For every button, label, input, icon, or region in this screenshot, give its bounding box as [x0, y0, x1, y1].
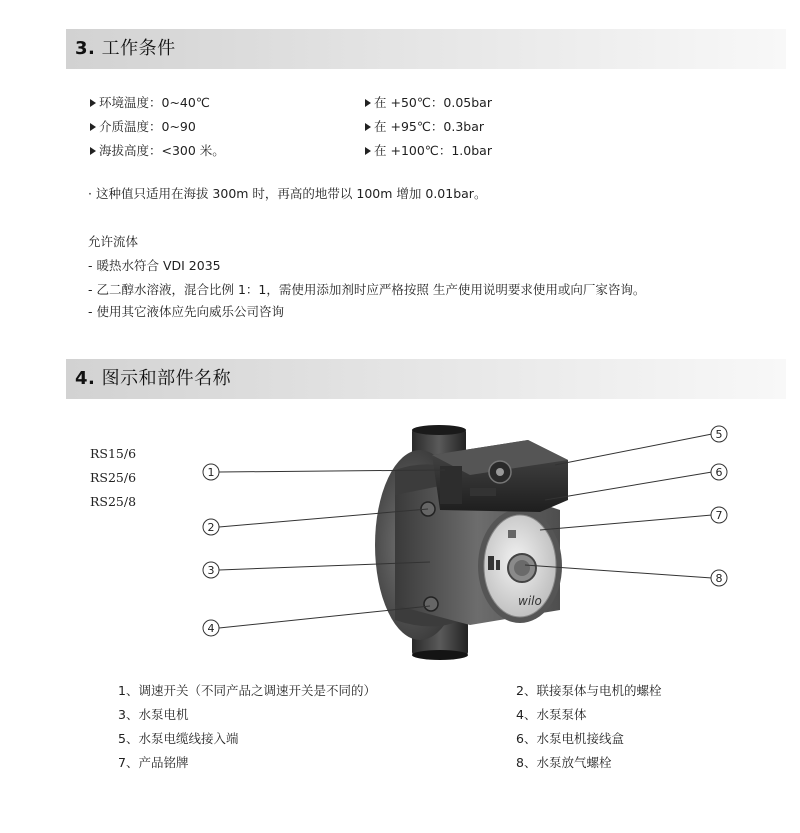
condition-left-2: 介质温度：0~90 — [90, 119, 196, 135]
fluid-item-1: - 暖热水符合 VDI 2035 — [88, 258, 221, 273]
model-label-3: RS25/8 — [90, 494, 137, 509]
callout-2 — [203, 519, 219, 535]
part-item-6: 6、水泵电机接线盒 — [516, 731, 624, 746]
fluids-heading: 允许流体 — [88, 234, 139, 249]
callout-7 — [711, 507, 727, 523]
altitude-note: · 这种值只适用在海拔 300m 时，再高的地带以 100m 增加 0.01bar。 — [88, 186, 487, 201]
condition-right-2: 在 +95℃：0.3bar — [365, 119, 484, 135]
part-item-5: 5、水泵电缆线接入端 — [118, 731, 239, 746]
section-4-title-text: 图示和部件名称 — [101, 368, 232, 389]
part-item-8: 8、水泵放气螺栓 — [516, 755, 612, 770]
fluid-item-3: - 使用其它液体应先向威乐公司咨询 — [88, 304, 284, 319]
svg-text:4: 4 — [207, 622, 215, 635]
part-item-2: 2、联接泵体与电机的螺栓 — [516, 683, 662, 698]
part-item-3: 3、水泵电机 — [118, 707, 189, 722]
callout-1 — [203, 464, 219, 480]
section-4-number: 4. — [75, 368, 96, 389]
svg-text:1: 1 — [207, 466, 215, 479]
callout-5 — [711, 426, 727, 442]
callout-6 — [711, 464, 727, 480]
part-item-7: 7、产品铭牌 — [118, 755, 189, 770]
section-3-number: 3. — [75, 38, 96, 59]
section-3-title-text: 工作条件 — [101, 38, 176, 59]
part-item-4: 4、水泵泵体 — [516, 707, 587, 722]
model-label-2: RS25/6 — [90, 470, 137, 485]
svg-text:5: 5 — [715, 428, 723, 441]
callout-3 — [203, 562, 219, 578]
svg-text:3: 3 — [207, 564, 215, 577]
condition-right-1: 在 +50℃：0.05bar — [365, 95, 492, 111]
part-item-1: 1、调速开关（不同产品之调速开关是不同的） — [118, 683, 376, 698]
svg-text:8: 8 — [715, 572, 723, 585]
callout-4 — [203, 620, 219, 636]
svg-text:2: 2 — [207, 521, 215, 534]
model-label-1: RS15/6 — [90, 446, 137, 461]
svg-text:6: 6 — [715, 466, 723, 479]
condition-left-1: 环境温度：0~40℃ — [90, 95, 210, 111]
svg-text:7: 7 — [715, 509, 723, 522]
fluid-item-2: - 乙二醇水溶液，混合比例 1：1，需使用添加剂时应严格按照 生产使用说明要求使用或向厂家咨询。 — [88, 282, 646, 297]
vent-screw — [424, 597, 438, 611]
condition-right-3: 在 +100℃：1.0bar — [365, 143, 492, 159]
condition-left-3: 海拔高度：<300 米。 — [90, 143, 225, 159]
callout-8 — [711, 570, 727, 586]
wilo-logo: wilo — [518, 594, 542, 608]
